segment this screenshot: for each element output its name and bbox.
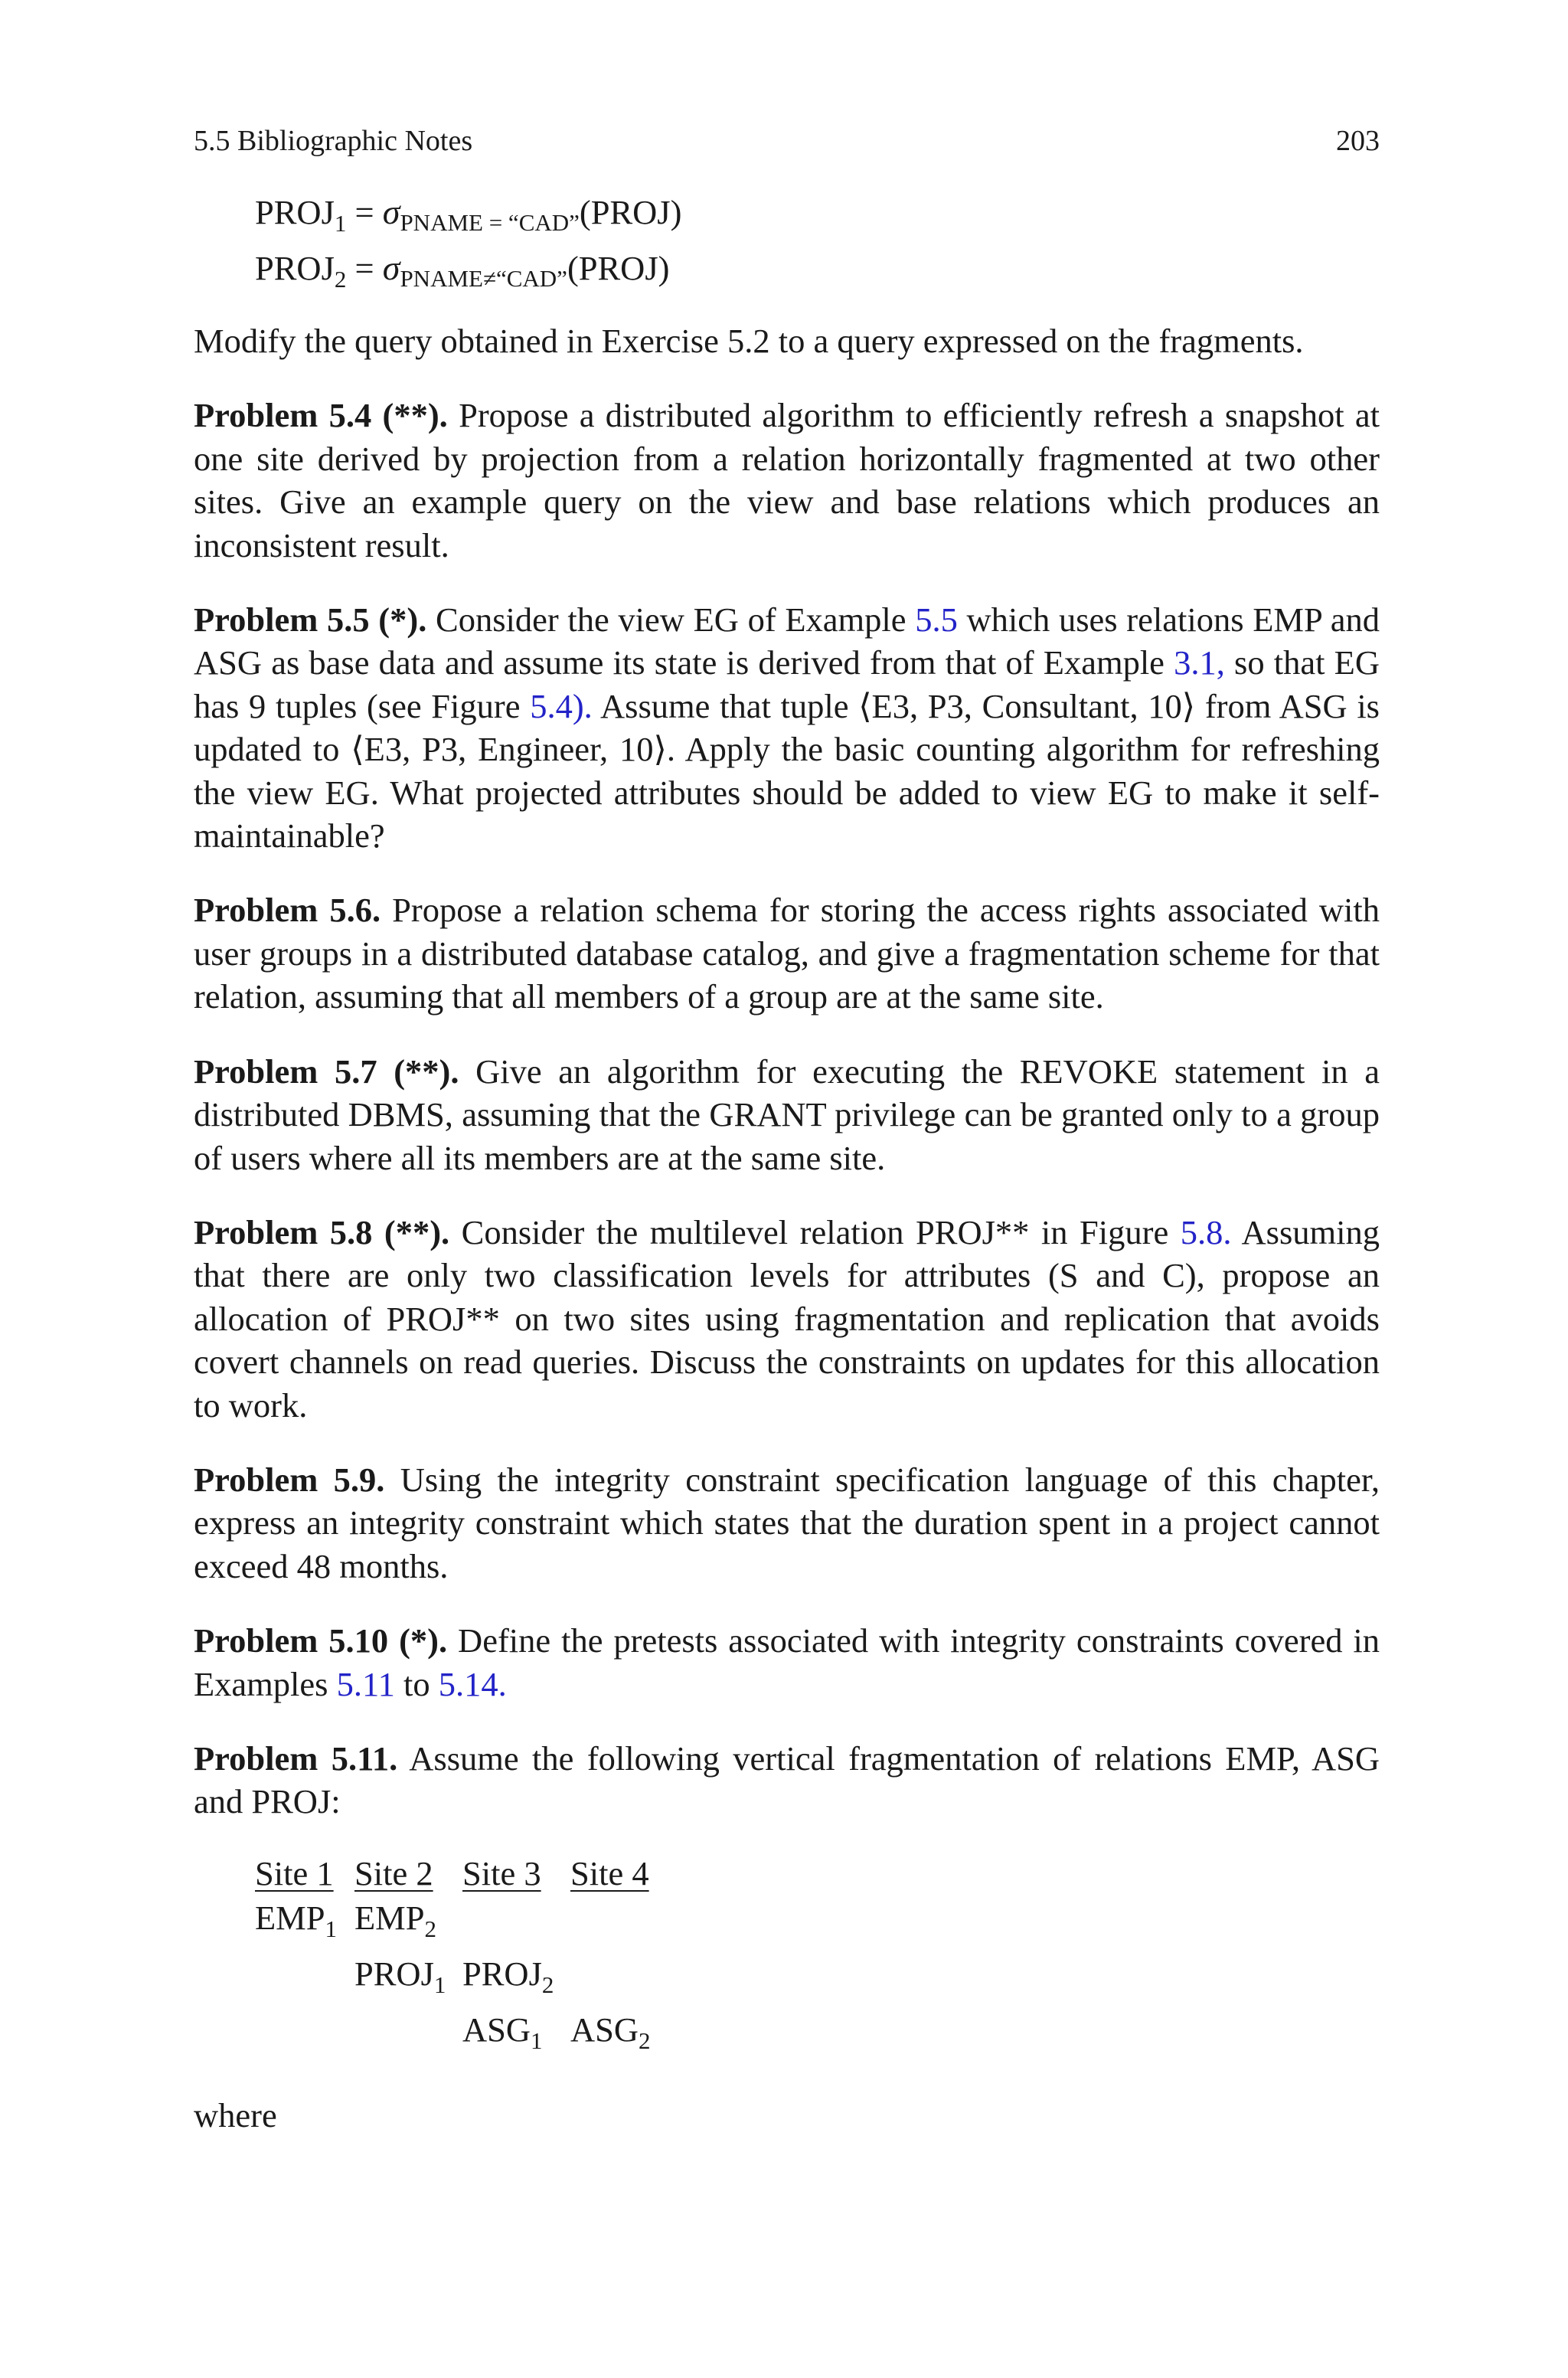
problem-text: to	[394, 1664, 439, 1703]
problem-text: Propose a distributed algorithm to efficiently refresh a snapshot at one site derived by projection from a relation horizontally fragmented at two other sites. Give an example query on the view and base relations which produces an inconsistent result.	[194, 396, 1380, 564]
where-text: where	[194, 2095, 277, 2134]
fragment-cell	[354, 2007, 462, 2063]
problem-text: Assume the following vertical fragmentation of relations EMP, ASG and PROJ:	[194, 1739, 1380, 1821]
fragment-subscript: 1	[531, 2026, 543, 2054]
problem-label: Problem 5.7 (**).	[194, 1052, 459, 1091]
fragmentation-table	[255, 1851, 1380, 2063]
problem-label: Problem 5.11.	[194, 1739, 398, 1778]
fragment-cell	[570, 2007, 662, 2063]
problem-label: Problem 5.10 (*).	[194, 1621, 448, 1660]
fragment-subscript: 1	[325, 1915, 337, 1942]
fragment-name: EMP	[354, 1898, 425, 1937]
fragment-name: PROJ	[354, 1954, 434, 1993]
fragment-cell	[570, 1896, 662, 1951]
page-number: 203	[1336, 125, 1380, 157]
intro-paragraph: Modify the query obtained in Exercise 5.2 to a query expressed on the fragments.	[194, 322, 1304, 360]
problem-5-11	[194, 1737, 1380, 1824]
fragment-cell	[570, 1951, 662, 2007]
site-header: Site 2	[354, 1853, 433, 1892]
fragment-cell	[354, 1896, 462, 1951]
selection-operator: σ	[382, 192, 400, 231]
problem-label: Problem 5.8 (**).	[194, 1212, 450, 1251]
equation-lhs: PROJ	[255, 193, 335, 231]
problem-text: Assume that tuple ⟨E3, P3, Consultant, 10⟩ from ASG is updated to ⟨E3, P3, Engineer, 10⟩. Apply the basic counting algorithm for refreshing the view EG. What projected attributes should be added to view EG to make it self-maintainable?	[194, 686, 1380, 855]
fragment-cell	[255, 1896, 354, 1951]
selection-predicate: PNAME = “CAD”	[400, 209, 580, 236]
problem-text: Using the integrity constraint specification language of this chapter, express an integrity constraint which states that the duration spent in a project cannot exceed 48 months.	[194, 1460, 1380, 1585]
problem-5-10	[194, 1619, 1380, 1706]
fragment-subscript: 2	[639, 2026, 651, 2054]
problem-5-9	[194, 1458, 1380, 1588]
equation-proj1	[255, 190, 1380, 246]
fragment-name: PROJ	[462, 1954, 542, 1993]
fragment-cell	[255, 2007, 354, 2063]
example-link-5-14[interactable]: 5.14.	[438, 1664, 507, 1703]
fragment-subscript: 2	[424, 1915, 436, 1942]
fragment-cell	[255, 1951, 354, 2007]
problem-text: Assuming that there are only two classification levels for attributes (S and C), propose an allocation of PROJ** on two sites using fragmentation and replication that avoids covert channels on read queries. Discuss the constraints on updates for this allocation to work.	[194, 1212, 1380, 1425]
problem-label: Problem 5.4 (**).	[194, 396, 448, 435]
example-link-5-11[interactable]: 5.11	[336, 1664, 395, 1703]
page-body	[194, 190, 1380, 2137]
equation-argument: (PROJ)	[567, 249, 670, 287]
problem-label: Problem 5.9.	[194, 1460, 385, 1499]
problem-text: which uses relations EMP and ASG as base data and assume its state is derived from that of Example	[194, 600, 1380, 682]
fragment-subscript: 1	[433, 1971, 446, 1998]
problem-5-5	[194, 598, 1380, 857]
example-link-3-1[interactable]: 3.1,	[1174, 643, 1225, 682]
fragment-cell	[462, 2007, 570, 2063]
fragment-subscript: 2	[541, 1971, 554, 1998]
problem-5-8	[194, 1211, 1380, 1427]
problem-text: Define the pretests associated with integrity constraints covered in Examples	[194, 1621, 1380, 1703]
problem-text: Propose a relation schema for storing the access rights associated with user groups in a distributed database catalog, and give a fragmentation scheme for that relation, assuming that all members of a group are at the same site.	[194, 891, 1380, 1016]
fragment-name: ASG	[462, 2010, 531, 2049]
equals-sign: =	[346, 249, 383, 287]
problem-5-7	[194, 1050, 1380, 1179]
equation-subscript: 2	[334, 266, 347, 293]
equation-argument: (PROJ)	[579, 193, 682, 231]
problem-text: Give an algorithm for executing the REVOKE statement in a distributed DBMS, assuming that the GRANT privilege can be granted only to a group of users where all its members are at the same site.	[194, 1052, 1380, 1177]
problem-label: Problem 5.5 (*).	[194, 600, 427, 639]
figure-link-5-4[interactable]: 5.4).	[530, 686, 593, 725]
site-header: Site 4	[570, 1853, 649, 1892]
fragment-cell	[462, 1951, 570, 2007]
running-header	[194, 123, 1380, 159]
selection-predicate: PNAME≠“CAD”	[400, 265, 567, 292]
problem-5-4	[194, 394, 1380, 567]
section-title: 5.5 Bibliographic Notes	[194, 125, 473, 157]
example-link-5-5[interactable]: 5.5	[915, 600, 958, 639]
problem-label: Problem 5.6.	[194, 891, 381, 930]
fragment-name: EMP	[255, 1898, 325, 1937]
site-header: Site 3	[462, 1853, 541, 1892]
problem-text: so that EG has 9 tuples (see Figure	[194, 643, 1380, 725]
problem-text: Consider the multilevel relation PROJ** in Figure	[449, 1212, 1181, 1251]
equation-proj2	[255, 246, 1380, 302]
equation-lhs: PROJ	[255, 249, 335, 287]
fragment-cell	[462, 1896, 570, 1951]
equation-subscript: 1	[334, 210, 347, 237]
fragment-name: ASG	[570, 2010, 639, 2049]
site-header: Site 1	[255, 1853, 334, 1892]
fragment-cell	[354, 1951, 462, 2007]
figure-link-5-8[interactable]: 5.8.	[1180, 1212, 1232, 1251]
problem-5-6	[194, 888, 1380, 1018]
equals-sign: =	[346, 193, 383, 231]
selection-operator: σ	[382, 248, 400, 287]
problem-text: Consider the view EG of Example	[426, 600, 916, 639]
